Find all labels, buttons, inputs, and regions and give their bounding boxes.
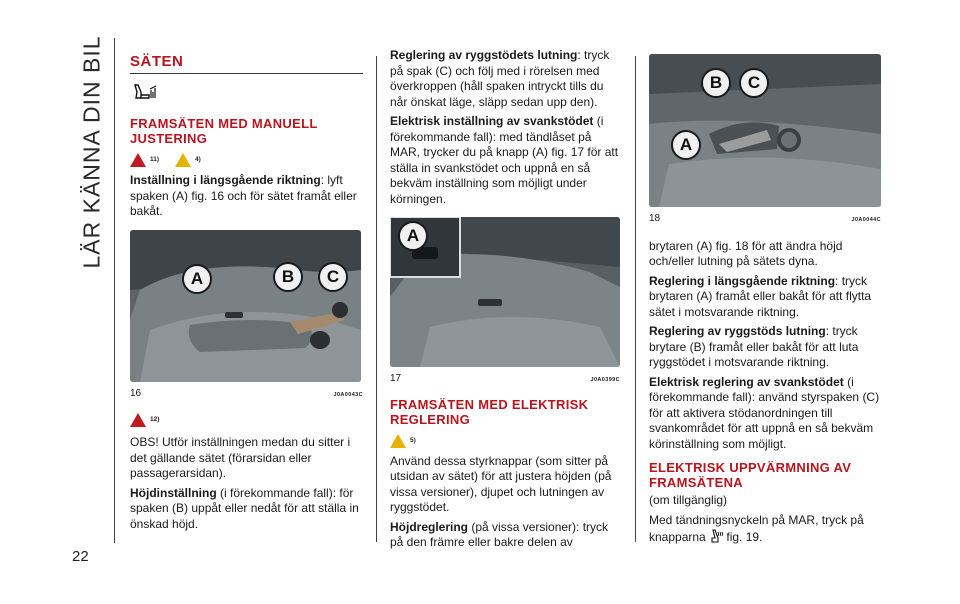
paragraph-longitudinal: Inställning i längsgående riktning: lyft spaken (A) fig. 16 och för sätet framåt eller bakåt. bbox=[130, 173, 357, 218]
page-number: 22 bbox=[72, 548, 89, 565]
column-divider bbox=[376, 56, 377, 542]
subsection-title-heating: ELEKTRISK UPPVÄRMNING AV FRAMSÄTENA bbox=[649, 460, 852, 490]
paragraph-note: OBS! Utför inställningen medan du sitter i det gällande sätet (förarsidan eller passagerarsidan). bbox=[130, 435, 351, 480]
paragraph-buttons: Använd dessa styrknappar (som sitter på utsidan av sätet) för att justera höjden (på vissa versioner), djupet och lutningen av ryggstödet. bbox=[390, 453, 612, 514]
warning-triangle-icon bbox=[130, 413, 146, 427]
subsection-title-manual: FRAMSÄTEN MED MANUELL JUSTERING bbox=[130, 116, 318, 146]
warning-references: 11) 4) bbox=[130, 149, 363, 171]
paragraph-longitudinal: Reglering i längsgående riktning: tryck brytaren (A) framåt eller bakåt för att flytta sätet i motsvarande riktning. bbox=[649, 273, 872, 319]
caution-triangle-icon bbox=[390, 434, 406, 448]
figure-number: 18 bbox=[649, 213, 661, 224]
sidebar-chapter-title: LÄR KÄNNA DIN BIL bbox=[78, 35, 105, 269]
paragraph-lumbar: Elektrisk reglering av svankstödet (i förekommande fall): använd styrspaken (C) för att aktivera stödanordningen till svankområdet för att uppnå en så bekväm körinställning som möjligt. bbox=[649, 374, 880, 451]
column-1 bbox=[130, 54, 363, 536]
figure-code: J0A0399C bbox=[590, 377, 620, 383]
column-divider bbox=[635, 56, 636, 542]
callout-b: B bbox=[701, 68, 731, 98]
column-3 bbox=[649, 54, 881, 550]
callout-a: A bbox=[398, 221, 428, 251]
seat-icon bbox=[132, 82, 158, 102]
warning-triangle-icon bbox=[130, 153, 146, 167]
paragraph-lumbar: Elektrisk inställning av svankstödet (i förekommande fall): med tändlåset på MAR, trycker du på knapp (A) fig. 17 för att ställa in svankstödet och uppnå en så bekväm inställning som möjligt under körningen. bbox=[390, 114, 619, 206]
paragraph-switch: brytaren (A) fig. 18 för att ändra höjd och/eller lutning på sätets dyna. bbox=[649, 238, 843, 268]
paragraph-availability: (om tillgänglig) bbox=[649, 493, 728, 507]
figure-18-image bbox=[649, 54, 881, 207]
figure-number: 16 bbox=[130, 387, 142, 399]
callout-c: C bbox=[318, 262, 348, 292]
caution-reference: 5) bbox=[390, 430, 620, 452]
figure-16-image bbox=[130, 230, 361, 382]
figure-number: 17 bbox=[390, 373, 402, 384]
callout-b: B bbox=[273, 262, 303, 292]
callout-a: A bbox=[182, 264, 212, 294]
sidebar-divider bbox=[114, 38, 115, 543]
paragraph-heating-buttons: Med tändningsnyckeln på MAR, tryck på knapparna fig. 19. bbox=[649, 512, 864, 544]
callout-c: C bbox=[739, 68, 769, 98]
figure-18-caption bbox=[649, 211, 881, 229]
figure-17-image bbox=[390, 217, 620, 367]
paragraph-backrest: Reglering av ryggstöds lutning: tryck brytare (B) framåt eller bakåt för att luta ryggstödet i motsvarande riktning. bbox=[649, 324, 859, 369]
subsection-title-electric: FRAMSÄTEN MED ELEKTRISK REGLERING bbox=[390, 396, 589, 427]
section-title: SÄTEN bbox=[130, 54, 363, 74]
callout-a: A bbox=[671, 130, 701, 160]
paragraph-height-adjust: Höjdreglering (på vissa versioner): tryck på den främre eller bakre delen av bbox=[390, 519, 609, 549]
figure-16-caption bbox=[130, 386, 363, 404]
paragraph-height: Höjdinställning (i förekommande fall): för spaken (B) uppåt eller nedåt för att ställa in önskad höjd. bbox=[130, 485, 359, 531]
figure-17-caption bbox=[390, 371, 620, 389]
figure-code: J0A0044C bbox=[851, 217, 881, 223]
column-2 bbox=[390, 48, 620, 555]
seat-heating-icon bbox=[709, 528, 723, 544]
caution-triangle-icon bbox=[175, 153, 191, 167]
figure-code: J0A0043C bbox=[333, 391, 363, 398]
warning-reference: 12) bbox=[130, 409, 363, 431]
paragraph-backrest: Reglering av ryggstödets lutning: tryck på spak (C) och följ med i rörelsen med överkroppen (håll spaken intryckt tills du når önskat läge, släpp sedan upp den). bbox=[390, 48, 610, 109]
